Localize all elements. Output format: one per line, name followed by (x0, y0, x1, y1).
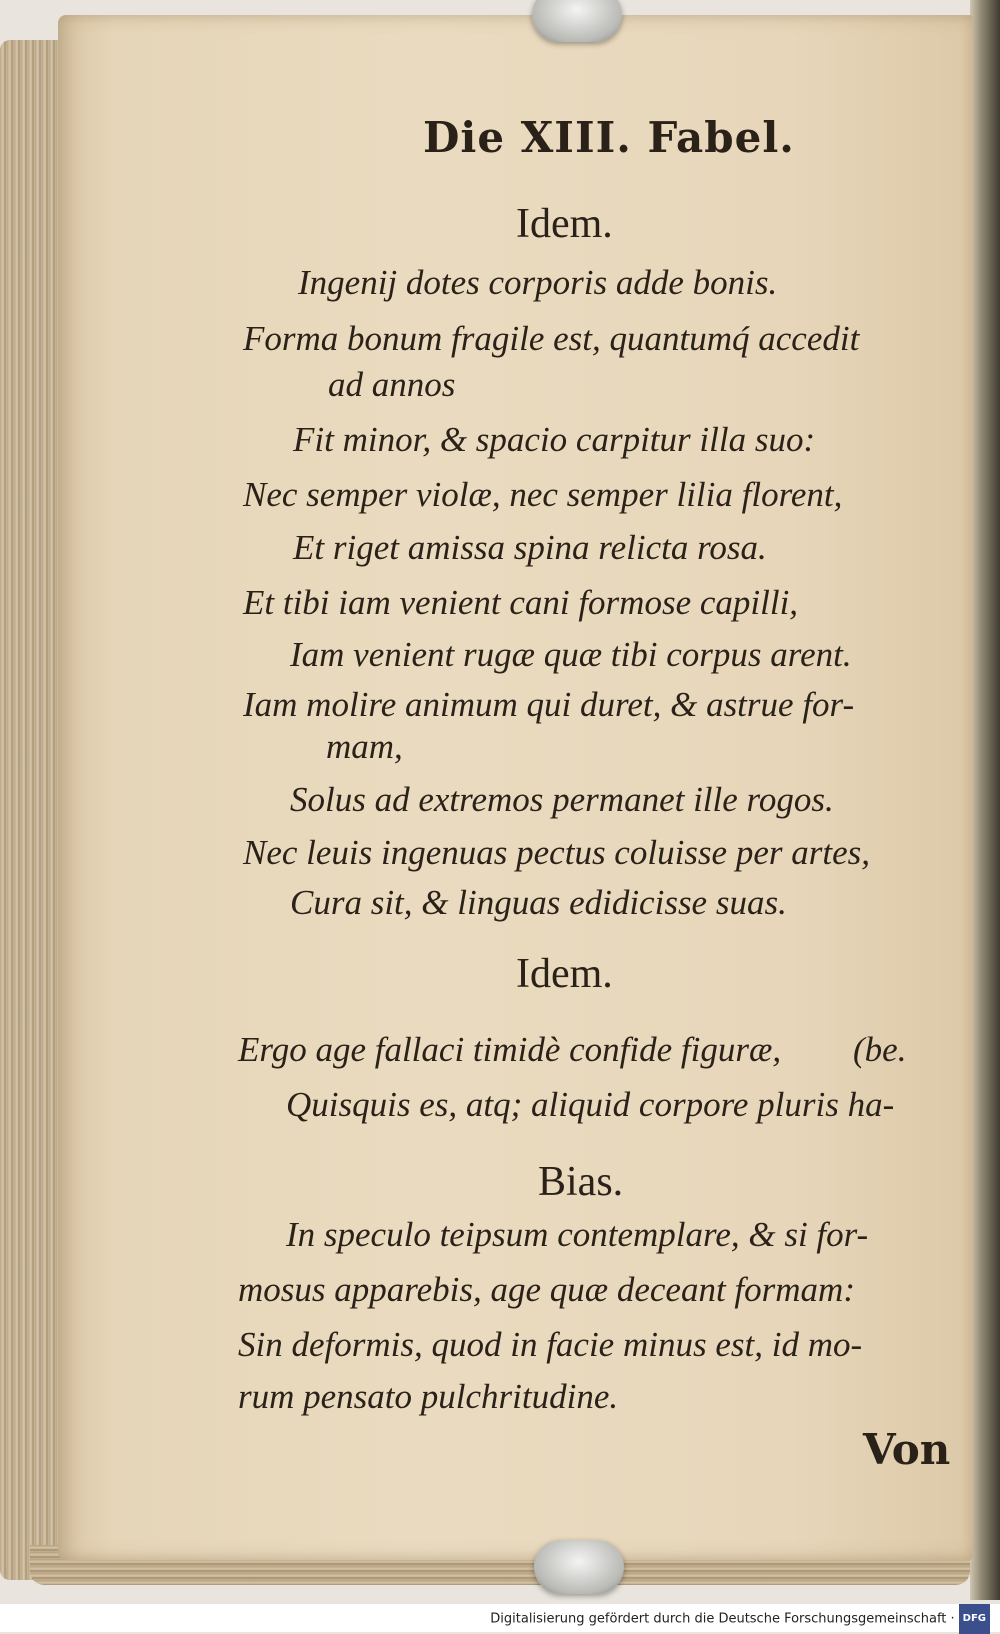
page-heading: Die XIII. Fabel. (423, 113, 795, 162)
verse-line: Iam venient rugæ quæ tibi corpus arent. (290, 635, 852, 674)
footer-text: Digitalisierung gefördert durch die Deutsche Forschungsgemeinschaft · (490, 1611, 955, 1627)
verse-line: Ingenij dotes corporis adde bonis. (298, 263, 778, 302)
verse-line: Nec semper violæ, nec semper lilia florent, (243, 475, 843, 514)
book-spine (970, 0, 1000, 1600)
page-clip-top (532, 0, 622, 42)
prose-line: rum pensato pulchritudine. (238, 1377, 619, 1416)
verse-line: Et tibi iam venient cani formose capilli, (243, 583, 799, 622)
verse-line-turnover: (be. (853, 1030, 907, 1069)
page-clip-bottom (534, 1540, 624, 1594)
verse-line: Forma bonum fragile est, quantumq́ accedit (243, 319, 860, 358)
verse-line: ad annos (328, 365, 456, 404)
verse-line: Et riget amissa spina relicta rosa. (293, 528, 767, 567)
prose-line: In speculo teipsum contemplare, & si for- (286, 1215, 869, 1254)
prose-line: Sin deformis, quod in facie minus est, id mo- (238, 1325, 863, 1364)
section-title-bias: Bias. (538, 1159, 624, 1205)
catchword: Von (863, 1425, 951, 1474)
verse-line: Solus ad extremos permanet ille rogos. (290, 780, 834, 819)
prose-line: mosus apparebis, age quæ deceant formam: (238, 1270, 855, 1309)
verse-line: Fit minor, & spacio carpitur illa suo: (293, 420, 816, 459)
verse-line: Cura sit, & linguas edidicisse suas. (290, 883, 787, 922)
book-page-edges-left (0, 40, 60, 1580)
verse-line: Nec leuis ingenuas pectus coluisse per artes, (243, 833, 870, 872)
dfg-logo: DFG (959, 1604, 990, 1634)
section-title-idem-1: Idem. (516, 201, 613, 247)
verse-line: Quisquis es, atq; aliquid corpore pluris ha- (286, 1085, 895, 1124)
verse-line: Iam molire animum qui duret, & astrue for- (243, 685, 855, 724)
section-title-idem-2: Idem. (516, 951, 613, 997)
verse-line: Ergo age fallaci timidè confide figuræ, (238, 1030, 782, 1069)
digitization-footer (0, 1604, 1000, 1632)
book-page (58, 15, 973, 1560)
verse-line: mam, (326, 727, 403, 766)
